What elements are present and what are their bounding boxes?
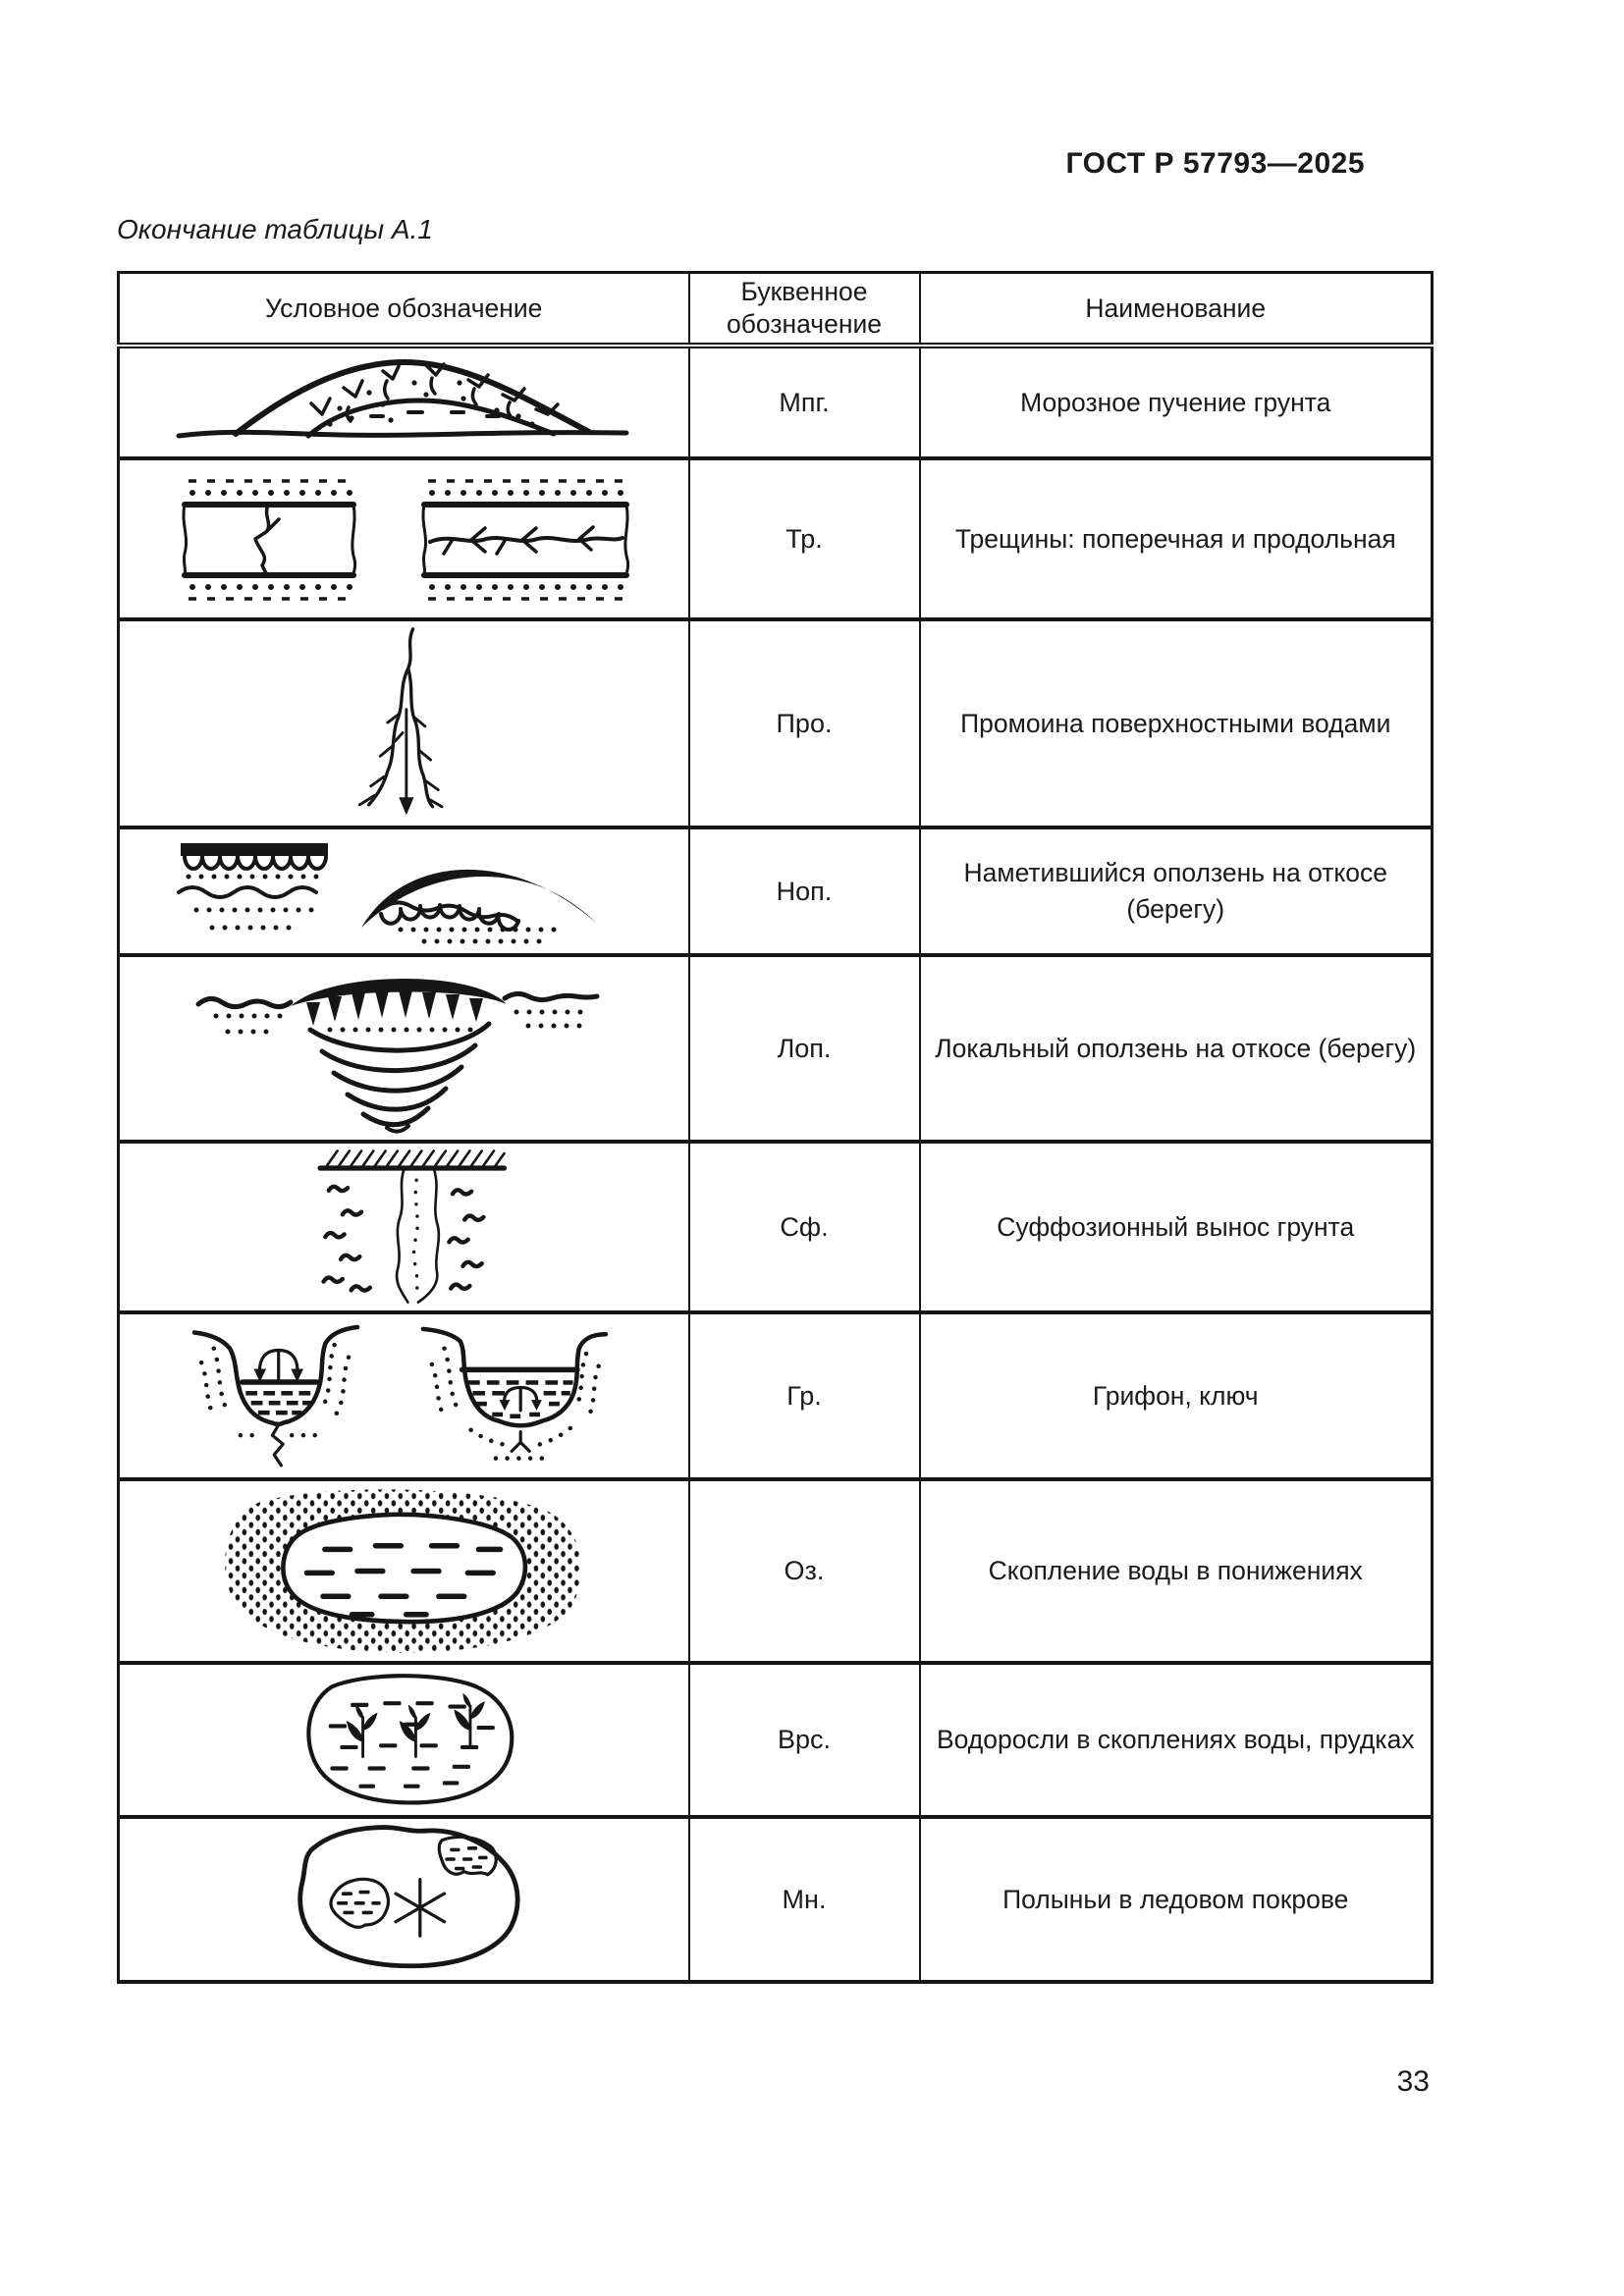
cracks-icon bbox=[173, 473, 634, 606]
gully-icon bbox=[320, 625, 487, 822]
algae-icon bbox=[256, 1669, 551, 1811]
letter-code: Мн. bbox=[689, 1817, 920, 1982]
letter-code: Мпг. bbox=[689, 346, 920, 458]
symbols-table bbox=[117, 271, 1434, 1984]
table-row bbox=[119, 1312, 1433, 1479]
table-row bbox=[119, 1479, 1433, 1663]
symbol-cell bbox=[119, 1312, 689, 1479]
symbol-name: Водоросли в скоплениях воды, прудках bbox=[920, 1663, 1433, 1817]
symbol-name: Скопление воды в понижениях bbox=[920, 1479, 1433, 1663]
symbol-name: Суффозионный вынос грунта bbox=[920, 1142, 1433, 1312]
table-row bbox=[119, 828, 1433, 955]
table-row bbox=[119, 1663, 1433, 1817]
symbol-cell bbox=[119, 1817, 689, 1982]
symbol-cell bbox=[119, 955, 689, 1142]
table-row bbox=[119, 346, 1433, 458]
local-landslide-icon bbox=[192, 961, 615, 1136]
symbol-cell bbox=[119, 1663, 689, 1817]
symbol-cell bbox=[119, 346, 689, 458]
symbol-cell bbox=[119, 1142, 689, 1312]
symbol-name: Локальный оползень на откосе (берегу) bbox=[920, 955, 1433, 1142]
symbol-cell bbox=[119, 1479, 689, 1663]
symbol-cell bbox=[119, 458, 689, 619]
symbol-name: Полыньи в ледовом покрове bbox=[920, 1817, 1433, 1982]
table-caption: Окончание таблицы А.1 bbox=[117, 214, 433, 244]
polynya-icon bbox=[232, 1823, 575, 1976]
symbol-name: Трещины: поперечная и продольная bbox=[920, 458, 1433, 619]
document-code: ГОСТ Р 57793—2025 bbox=[1065, 147, 1365, 180]
suffosion-icon bbox=[271, 1148, 536, 1307]
letter-code: Ноп. bbox=[689, 828, 920, 955]
letter-code: Гр. bbox=[689, 1312, 920, 1479]
column-header-symbol: Условное обозначение bbox=[119, 273, 689, 347]
symbol-cell bbox=[119, 828, 689, 955]
table-row bbox=[119, 955, 1433, 1142]
symbol-name: Промоина поверхностными водами bbox=[920, 619, 1433, 828]
table-row bbox=[119, 619, 1433, 828]
letter-code: Врс. bbox=[689, 1663, 920, 1817]
letter-code: Про. bbox=[689, 619, 920, 828]
table-row bbox=[119, 1142, 1433, 1312]
letter-code: Оз. bbox=[689, 1479, 920, 1663]
column-header-name: Наименование bbox=[920, 273, 1433, 347]
column-header-code: Буквенное обозначение bbox=[689, 273, 920, 347]
symbol-cell bbox=[119, 619, 689, 828]
symbol-name: Грифон, ключ bbox=[920, 1312, 1433, 1479]
table-row bbox=[119, 458, 1433, 619]
symbol-name: Морозное пучение грунта bbox=[920, 346, 1433, 458]
letter-code: Лоп. bbox=[689, 955, 920, 1142]
water-pool-icon bbox=[197, 1485, 610, 1657]
symbol-name: Наметившийся оползень на откосе (берегу) bbox=[920, 828, 1433, 955]
header-row bbox=[119, 273, 1433, 347]
frost-heave-icon bbox=[173, 353, 634, 452]
letter-code: Тр. bbox=[689, 458, 920, 619]
spring-icon bbox=[168, 1318, 639, 1473]
page-number: 33 bbox=[1396, 2065, 1430, 2098]
incipient-landslide-icon bbox=[173, 833, 634, 949]
letter-code: Сф. bbox=[689, 1142, 920, 1312]
table-row bbox=[119, 1817, 1433, 1982]
